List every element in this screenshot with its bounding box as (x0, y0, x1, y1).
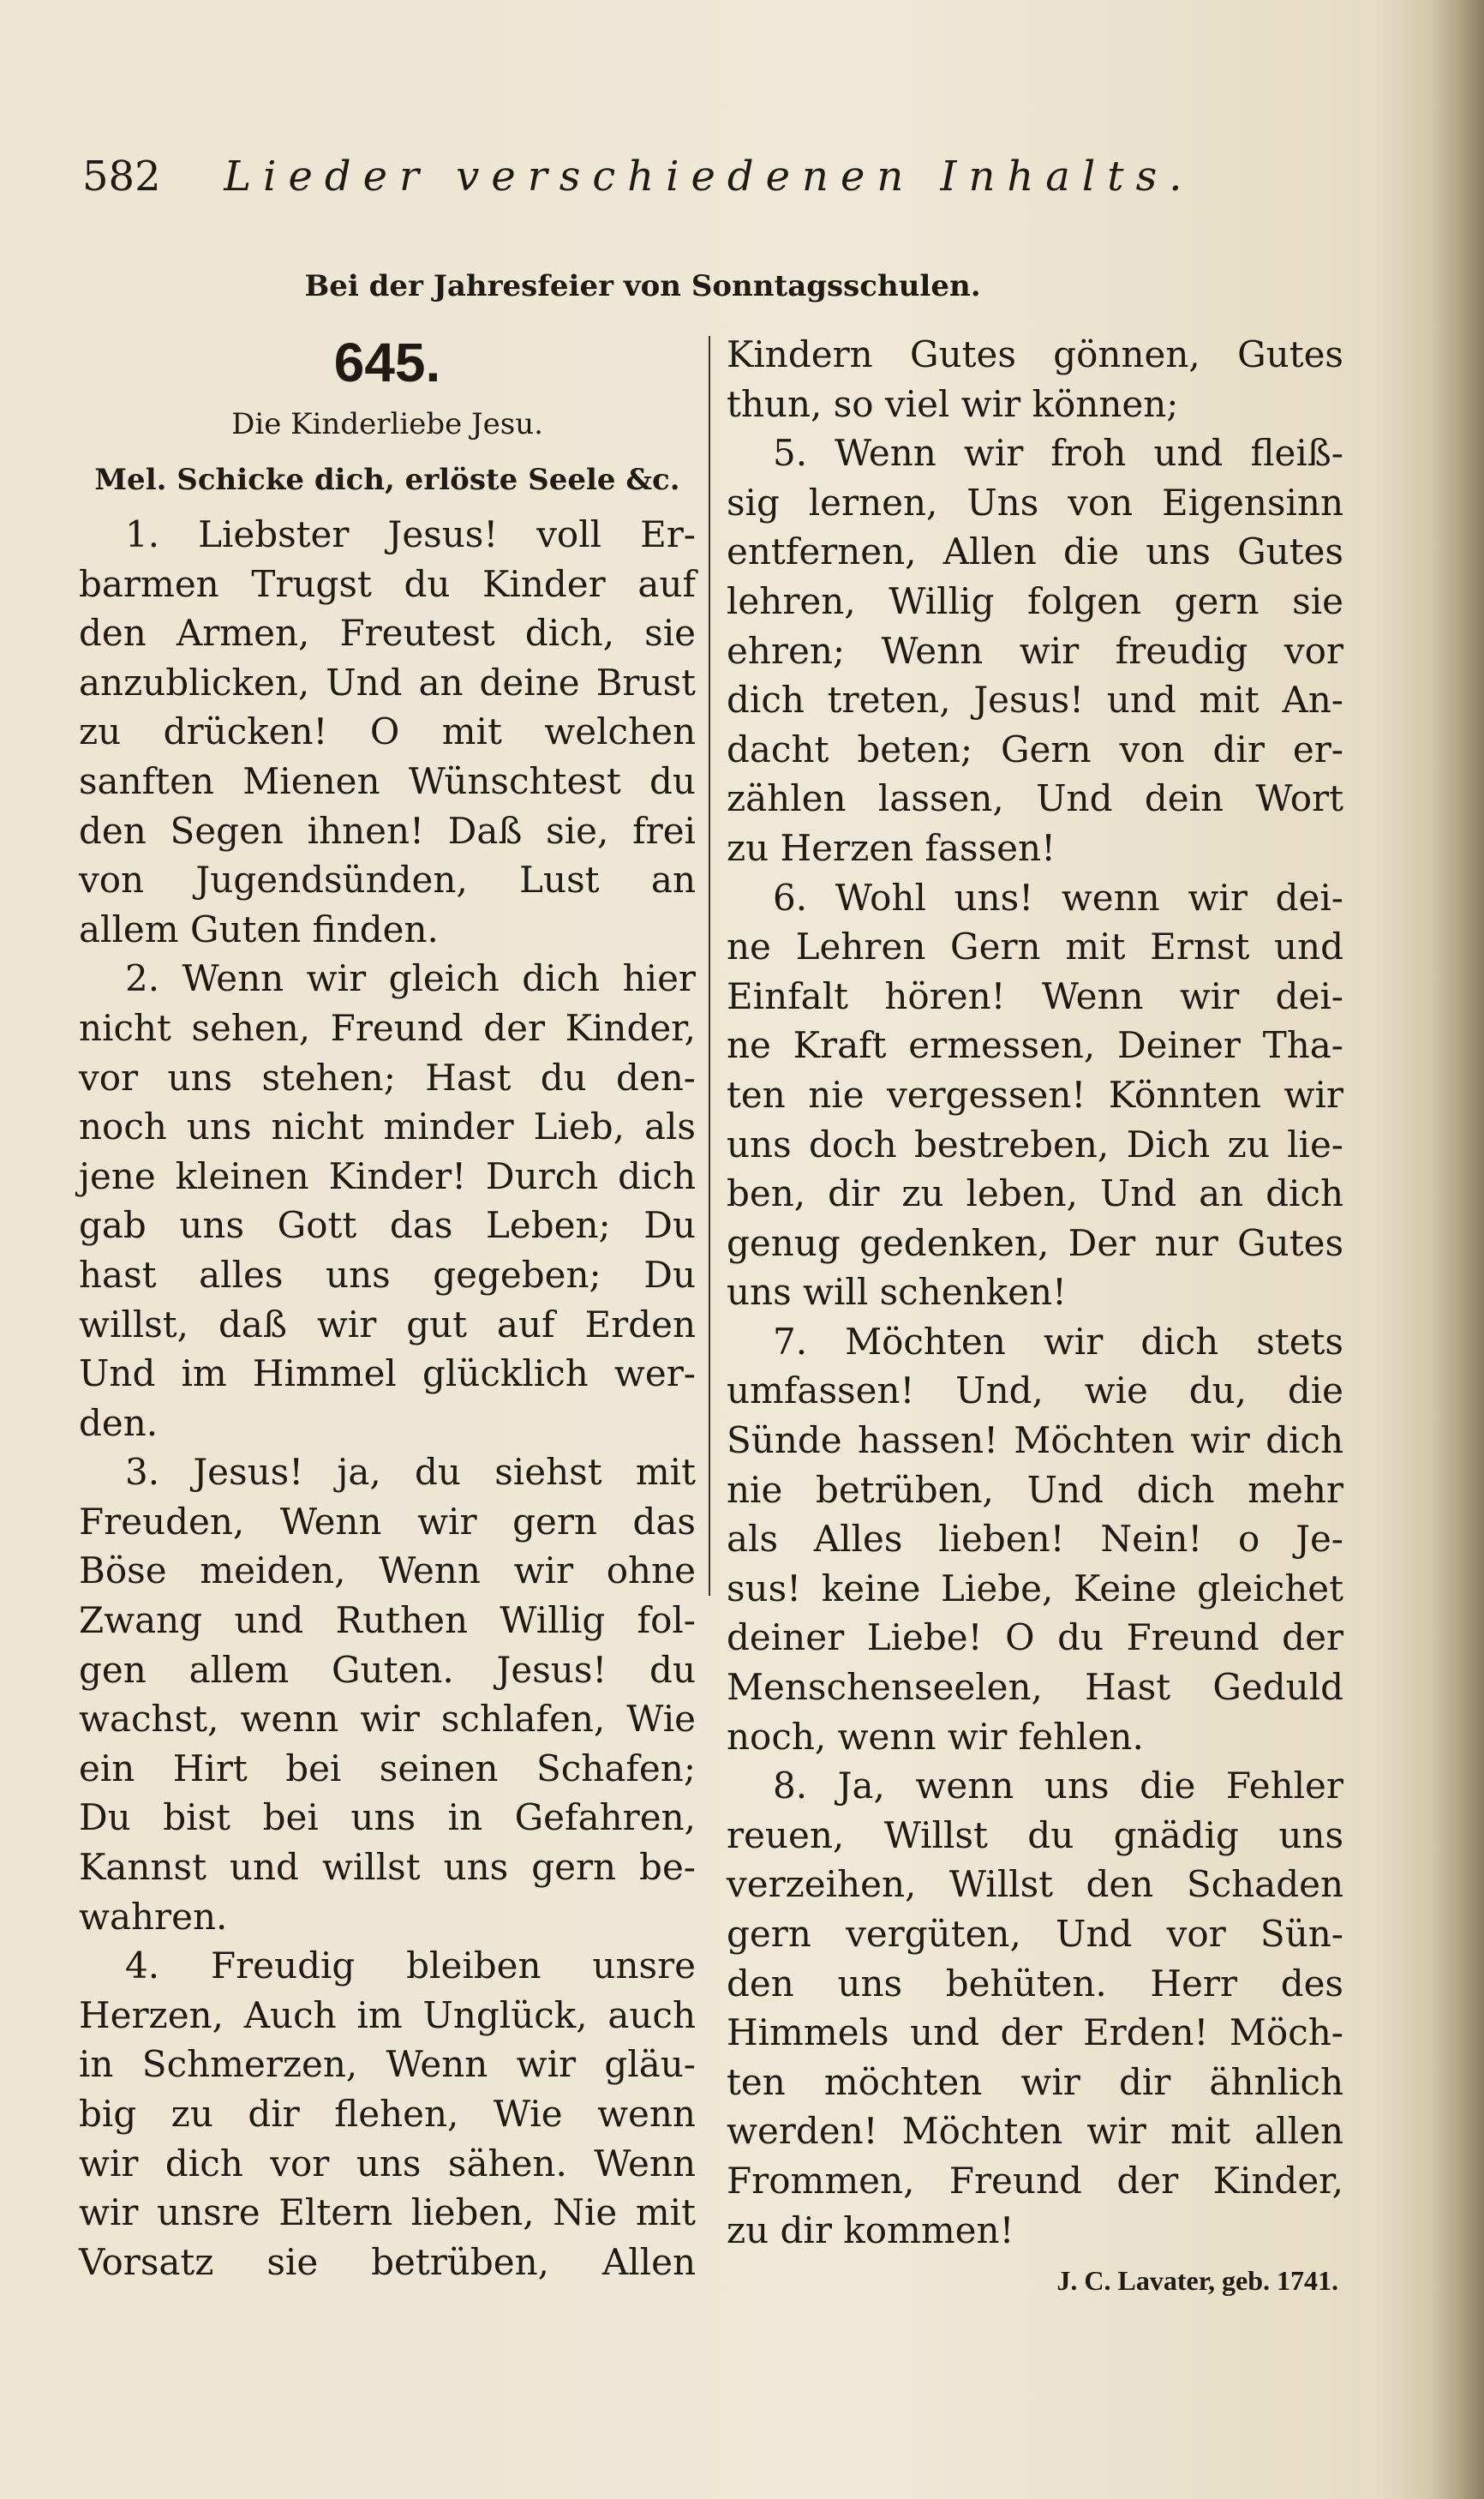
verse-line: in Schmerzen, Wenn wir gläu- (79, 2043, 696, 2086)
verse-line: allem Guten finden. (79, 908, 439, 950)
verse-line: ein Hirt bei seinen Schafen; (79, 1747, 696, 1789)
hymn-title: Die Kinderliebe Jesu. (231, 407, 543, 441)
hymn-author: J. C. Lavater, geb. 1741. (1056, 2265, 1338, 2297)
verse-line: von Jugendsünden, Lust an (79, 859, 696, 902)
verse-line: als Alles lieben! Nein! o Je- (727, 1518, 1343, 1561)
verse-line: deiner Liebe! O du Freund der (727, 1616, 1343, 1659)
verse-line: wir unsre Eltern lieben, Nie mit (79, 2191, 696, 2234)
column-divider (709, 336, 710, 1596)
verse-line: ten nie vergessen! Könnten wir (727, 1073, 1343, 1116)
verse-line: Einfalt hören! Wenn wir dei- (727, 974, 1343, 1017)
hymn-number: 645. (333, 332, 441, 393)
verse-line: hast alles uns gegeben; Du (79, 1253, 696, 1296)
verse-line: zu drücken! O mit welchen (79, 710, 696, 753)
page-spine-shadow (1433, 0, 1484, 2499)
verse-line: umfassen! Und, wie du, die (727, 1369, 1343, 1412)
verse-line: den Armen, Freutest dich, sie (79, 612, 696, 655)
left-column (79, 330, 696, 2286)
verse-line: 1. Liebster Jesus! voll Er- (125, 513, 696, 555)
verse-line: Herzen, Auch im Unglück, auch (79, 1993, 696, 2036)
left-verse-lines (79, 510, 696, 2286)
verse-line: lehren, Willig folgen gern sie (727, 579, 1343, 622)
verse-line: thun, so viel wir können; (727, 382, 1179, 425)
verse-line: dich treten, Jesus! und mit An- (727, 679, 1343, 722)
verse-line: ne Lehren Gern mit Ernst und (727, 926, 1343, 968)
verse-line: Zwang und Ruthen Willig fol- (79, 1599, 696, 1642)
right-verse-lines (727, 330, 1343, 2255)
verse-line: 4. Freudig bleiben unsre (125, 1945, 696, 1987)
verse-line: anzublicken, Und an deine Brust (79, 661, 696, 704)
verse-line: Du bist bei uns in Gefahren, (79, 1796, 696, 1839)
verse-line: 8. Ja, wenn uns die Fehler (773, 1765, 1343, 1807)
verse-line: willst, daß wir gut auf Erden (79, 1303, 696, 1345)
verse-line: noch, wenn wir fehlen. (727, 1715, 1144, 1758)
verse-line: reuen, Willst du gnädig uns (727, 1813, 1343, 1856)
verse-line: verzeihen, Willst den Schaden (727, 1863, 1343, 1906)
running-header (82, 153, 1194, 201)
verse-line: den uns behüten. Herr des (727, 1962, 1343, 2005)
verse-line: Vorsatz sie betrüben, Allen (79, 2240, 696, 2283)
verse-line: sig lernen, Uns von Eigensinn (727, 481, 1343, 524)
verse-line: wahren. (79, 1895, 228, 1938)
verse-line: noch uns nicht minder Lieb, als (79, 1106, 696, 1148)
verse-line: zu Herzen fassen! (727, 826, 1056, 869)
verse-line: Frommen, Freund der Kinder, (727, 2159, 1343, 2202)
verse-line: gab uns Gott das Leben; Du (79, 1204, 696, 1247)
verse-line: Sünde hassen! Möchten wir dich (727, 1419, 1343, 1462)
verse-line: nie betrüben, Und dich mehr (727, 1468, 1343, 1511)
verse-line: sus! keine Liebe, Keine gleichet (727, 1567, 1343, 1609)
verse-line: den Segen ihnen! Daß sie, frei (79, 809, 696, 852)
verse-line: gen allem Guten. Jesus! du (79, 1648, 696, 1691)
verse-line: 6. Wohl uns! wenn wir dei- (773, 876, 1343, 919)
verse-line: 5. Wenn wir froh und fleiß- (773, 432, 1343, 475)
verse-line: 3. Jesus! ja, du siehst mit (125, 1451, 696, 1494)
verse-line: ben, dir zu leben, Und an dich (727, 1172, 1343, 1215)
verse-line: sanften Mienen Wünschtest du (79, 759, 696, 802)
verse-line: gern vergüten, Und vor Sün- (727, 1913, 1343, 1955)
verse-line: Himmels und der Erden! Möch- (727, 2011, 1343, 2054)
verse-line: wir dich vor uns sähen. Wenn (79, 2142, 696, 2184)
verse-line: ten möchten wir dir ähnlich (727, 2060, 1343, 2103)
verse-line: den. (79, 1401, 159, 1444)
verse-line: big zu dir flehen, Wie wenn (79, 2093, 696, 2135)
page-number: 582 (82, 153, 161, 201)
verse-line: uns will schenken! (727, 1271, 1067, 1314)
verse-line: 7. Möchten wir dich stets (773, 1320, 1343, 1363)
verse-line: werden! Möchten wir mit allen (727, 2110, 1343, 2153)
verse-line: uns doch bestreben, Dich zu lie- (727, 1123, 1343, 1166)
verse-line: Kindern Gutes gönnen, Gutes (727, 333, 1343, 375)
verse-line: 2. Wenn wir gleich dich hier (125, 957, 696, 1000)
verse-line: nicht sehen, Freund der Kinder, (79, 1006, 696, 1049)
verse-line: dacht beten; Gern von dir er- (727, 728, 1343, 770)
verse-line: entfernen, Allen die uns Gutes (727, 530, 1343, 573)
verse-line: genug gedenken, Der nur Gutes (727, 1221, 1343, 1264)
verse-line: vor uns stehen; Hast du den- (79, 1056, 696, 1099)
verse-line: wachst, wenn wir schlafen, Wie (79, 1698, 696, 1741)
verse-line: ne Kraft ermessen, Deiner Tha- (727, 1024, 1343, 1067)
hymn-melody: Mel. Schicke dich, erlöste Seele &c. (94, 463, 680, 497)
section-occasion-heading: Bei der Jahresfeier von Sonntagsschulen. (304, 269, 981, 303)
verse-line: Freuden, Wenn wir gern das (79, 1500, 696, 1543)
verse-line: zählen lassen, Und dein Wort (727, 777, 1343, 820)
right-column (727, 330, 1343, 2306)
verse-line: zu dir kommen! (727, 2208, 1014, 2251)
verse-line: jene kleinen Kinder! Durch dich (79, 1154, 696, 1197)
verse-line: barmen Trugst du Kinder auf (79, 562, 696, 605)
verse-line: Menschenseelen, Hast Geduld (727, 1666, 1343, 1709)
verse-line: Kannst und willst uns gern be- (79, 1846, 696, 1889)
verse-line: Böse meiden, Wenn wir ohne (79, 1549, 696, 1592)
verse-line: ehren; Wenn wir freudig vor (727, 629, 1343, 672)
verse-line: Und im Himmel glücklich wer- (79, 1352, 696, 1395)
running-title: Lieder verschiedenen Inhalts. (224, 153, 1194, 201)
